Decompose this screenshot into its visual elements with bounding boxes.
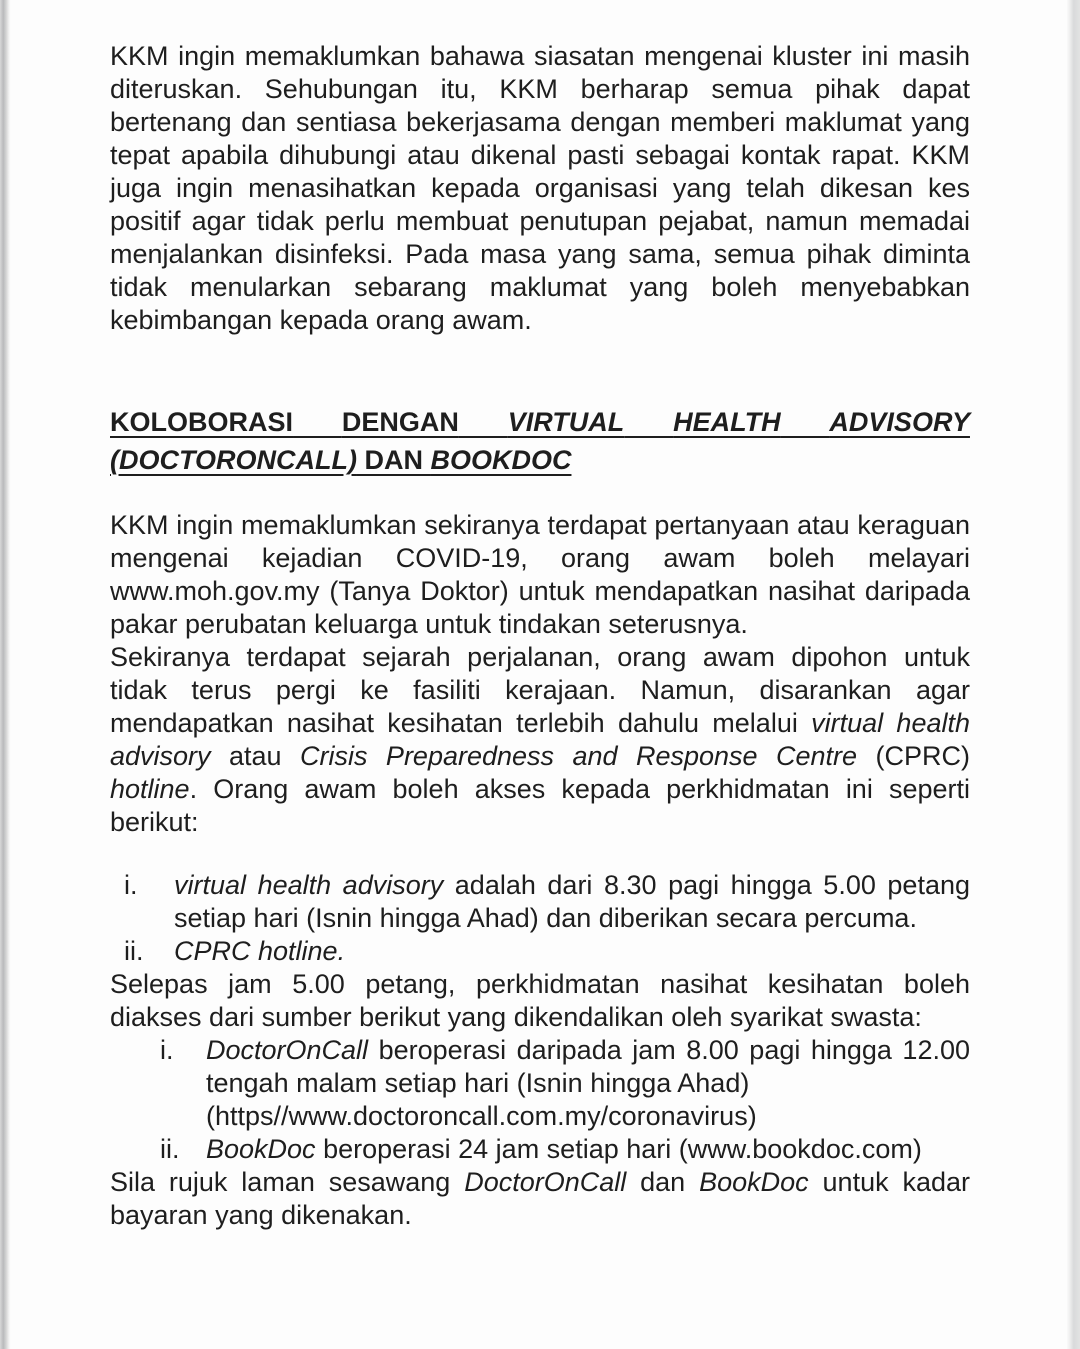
text-segment: . Orang awam boleh akses kepada perkhidmatan ini seperti berikut: (110, 774, 970, 837)
paragraph-after-hours: Selepas jam 5.00 petang, perkhidmatan nasihat kesihatan boleh diakses dari sumber berikut yang dikendalikan oleh syarikat swasta: (110, 969, 970, 1032)
heading-word-italic: BOOKDOC (430, 445, 572, 475)
list-item-text (206, 1034, 970, 1133)
text-segment-italic: virtual health advisory (110, 708, 970, 771)
text-segment-italic: BookDoc (699, 1167, 809, 1197)
text-segment: Sila rujuk laman sesawang (110, 1167, 465, 1197)
service-hours-list (110, 869, 970, 968)
paragraph-refer-websites (110, 1166, 970, 1232)
list-item (110, 1133, 970, 1166)
section-heading-collaboration (110, 403, 970, 479)
paragraph-cluster-investigation: KKM ingin memaklumkan bahawa siasatan mengenai kluster ini masih diteruskan. Sehubungan itu, KKM berharap semua pihak dapat bertenang dan sentiasa bekerjasama dengan memberi maklumat yang tepat apabila dihubungi atau dikenal pasti sebagai kontak rapat. KKM juga ingin menasihatkan kepada organisasi yang telah dikesan kes positif agar tidak perlu membuat penutupan pejabat, namun memadai menjalankan disinfeksi. Pada masa yang sama, semua pihak diminta tidak menularkan sebarang maklumat yang boleh menyebabkan kebimbangan kepada orang awam. (110, 41, 970, 335)
heading-word-italic: (DOCTORONCALL) (110, 445, 357, 475)
list-item (110, 869, 970, 935)
page-left-edge (0, 0, 11, 1349)
text-segment-italic: DoctorOnCall (206, 1035, 369, 1065)
page-right-edge (1066, 0, 1080, 1349)
list-item (110, 935, 970, 968)
text-segment-italic: DoctorOnCall (464, 1167, 627, 1197)
text-segment: beroperasi daripada jam 8.00 pagi hingga 12.00 tengah malam setiap hari (Isnin hingga Ahad) (206, 1035, 970, 1098)
list-marker: i. (124, 870, 138, 900)
text-segment-italic: Crisis Preparedness and Response Centre (300, 741, 858, 771)
text-segment: beroperasi 24 jam setiap hari (www.bookdoc.com) (315, 1134, 922, 1164)
list-marker: ii. (160, 1134, 180, 1164)
document-body (110, 0, 970, 1232)
text-segment-italic: virtual health advisory (174, 870, 444, 900)
list-item-text (174, 935, 970, 968)
paragraph-tanya-doktor: KKM ingin memaklumkan sekiranya terdapat pertanyaan atau keraguan mengenai kejadian COVID-19, orang awam boleh melayari www.moh.gov.my (Tanya Doktor) untuk mendapatkan nasihat daripada pakar perubatan keluarga untuk tindakan seterusnya. (110, 510, 970, 639)
text-segment: atau (210, 741, 300, 771)
list-item (110, 1034, 970, 1133)
heading-word: DENGAN (341, 407, 459, 437)
heading-word: KOLOBORASI (110, 407, 294, 437)
paragraph-travel-history (110, 641, 970, 839)
heading-word: DAN (356, 445, 431, 475)
list-marker: ii. (124, 936, 144, 966)
heading-word-italic: HEALTH (673, 407, 781, 437)
text-segment-italic: hotline (110, 774, 190, 804)
heading-word-italic: ADVISORY (829, 407, 970, 437)
heading-word-italic: VIRTUAL (507, 407, 625, 437)
text-segment-italic: BookDoc (206, 1134, 316, 1164)
doctoroncall-url: (https//www.doctoroncall.com.my/coronavirus) (206, 1101, 757, 1131)
text-segment-italic: CPRC hotline. (174, 936, 346, 966)
text-segment: (CPRC) (857, 741, 970, 771)
heading-line-1 (110, 403, 970, 441)
list-item-text (206, 1133, 970, 1166)
text-segment: dan (626, 1167, 700, 1197)
text-segment: adalah dari 8.30 pagi hingga 5.00 petang setiap hari (Isnin hingga Ahad) dan diberikan secara percuma. (174, 870, 970, 933)
heading-line-2 (110, 441, 970, 479)
text-segment: untuk kadar bayaran yang dikenakan. (110, 1167, 971, 1230)
text-segment: Sekiranya terdapat sejarah perjalanan, orang awam dipohon untuk tidak terus pergi ke fasiliti kerajaan. Namun, disarankan agar mendapatkan nasihat kesihatan terlebih dahulu melalui (110, 642, 970, 738)
list-marker: i. (160, 1035, 174, 1065)
private-providers-list (110, 1034, 970, 1166)
list-item-text (174, 869, 970, 935)
